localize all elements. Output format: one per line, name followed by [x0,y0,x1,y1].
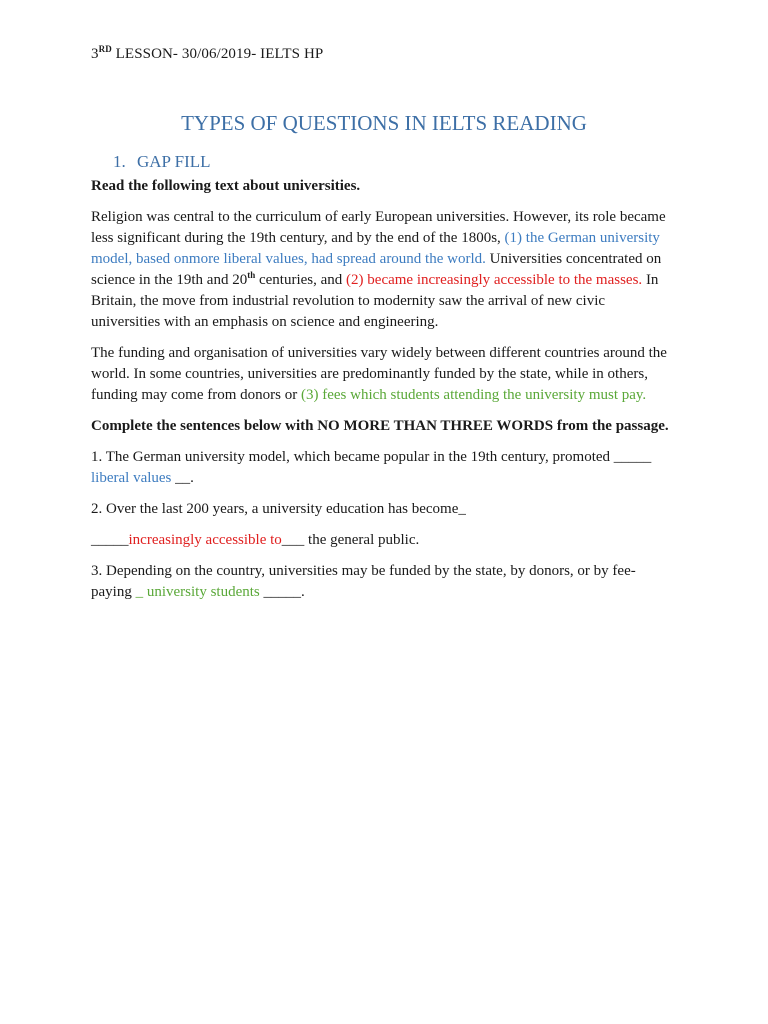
lesson-header-text: LESSON- 30/06/2019- IELTS HP [111,46,324,62]
passage-text: Religion was central to the curriculum of early European universities. However, its role became less significant during the 19th century, and by the end of the 1800s, [91,209,666,246]
document-body [91,176,671,613]
answer-blank: _____ [613,449,652,465]
lesson-number: 3 [91,46,99,62]
passage-text: Universities concentrated on science in the 19th and 20 [91,251,662,288]
question-1 [91,447,671,489]
question-text: ___ the general public. [281,532,420,548]
passage-text: In Britain, the move from industrial revolution to modernity saw the arrival of new civic universities with an emphasis on science and engineering. [91,272,659,330]
instruction-complete: Complete the sentences below with NO MORE THAN THREE WORDS from the passage. [91,418,669,434]
question-2-line-1: 2. Over the last 200 years, a university education has become_ [91,501,466,517]
passage-text: The funding and organisation of universities vary widely between different countries around the world. In some countries, universities are predominantly funded by the state, while in others, funding may come from donors or [91,345,667,403]
section-heading [113,152,211,172]
passage-paragraph-1 [91,207,671,333]
passage-paragraph-2 [91,343,671,406]
answer-2: increasingly accessible to [128,532,282,548]
question-2-line-2 [91,530,671,551]
question-3 [91,561,671,603]
page-title: TYPES OF QUESTIONS IN IELTS READING [181,111,587,135]
answer-blank: _____ [91,532,129,548]
answer-blank: _____. [259,584,305,600]
lesson-header [91,46,323,63]
section-label: GAP FILL [137,152,211,171]
passage-text: centuries, and [255,272,347,288]
ordinal-suffix: th [247,270,256,280]
lesson-ordinal-suffix: RD [98,44,112,54]
answer-1: liberal values [91,470,172,486]
section-number: 1. [113,152,126,171]
answer-3: _ university students [135,584,260,600]
question-text: 3. Depending on the country, universities may be funded by the state, by donors, or by fee-paying [91,563,636,600]
answer-blank: __. [171,470,194,486]
highlight-answer-2: (2) became increasingly accessible to the masses. [346,272,643,288]
question-text: 1. The German university model, which became popular in the 19th century, promoted [91,449,614,465]
highlight-answer-1: (1) the German university model, based onmore liberal values, had spread around the world. [91,230,660,267]
highlight-answer-3: (3) fees which students attending the university must pay. [300,387,647,403]
instruction-read: Read the following text about universities. [91,178,361,194]
